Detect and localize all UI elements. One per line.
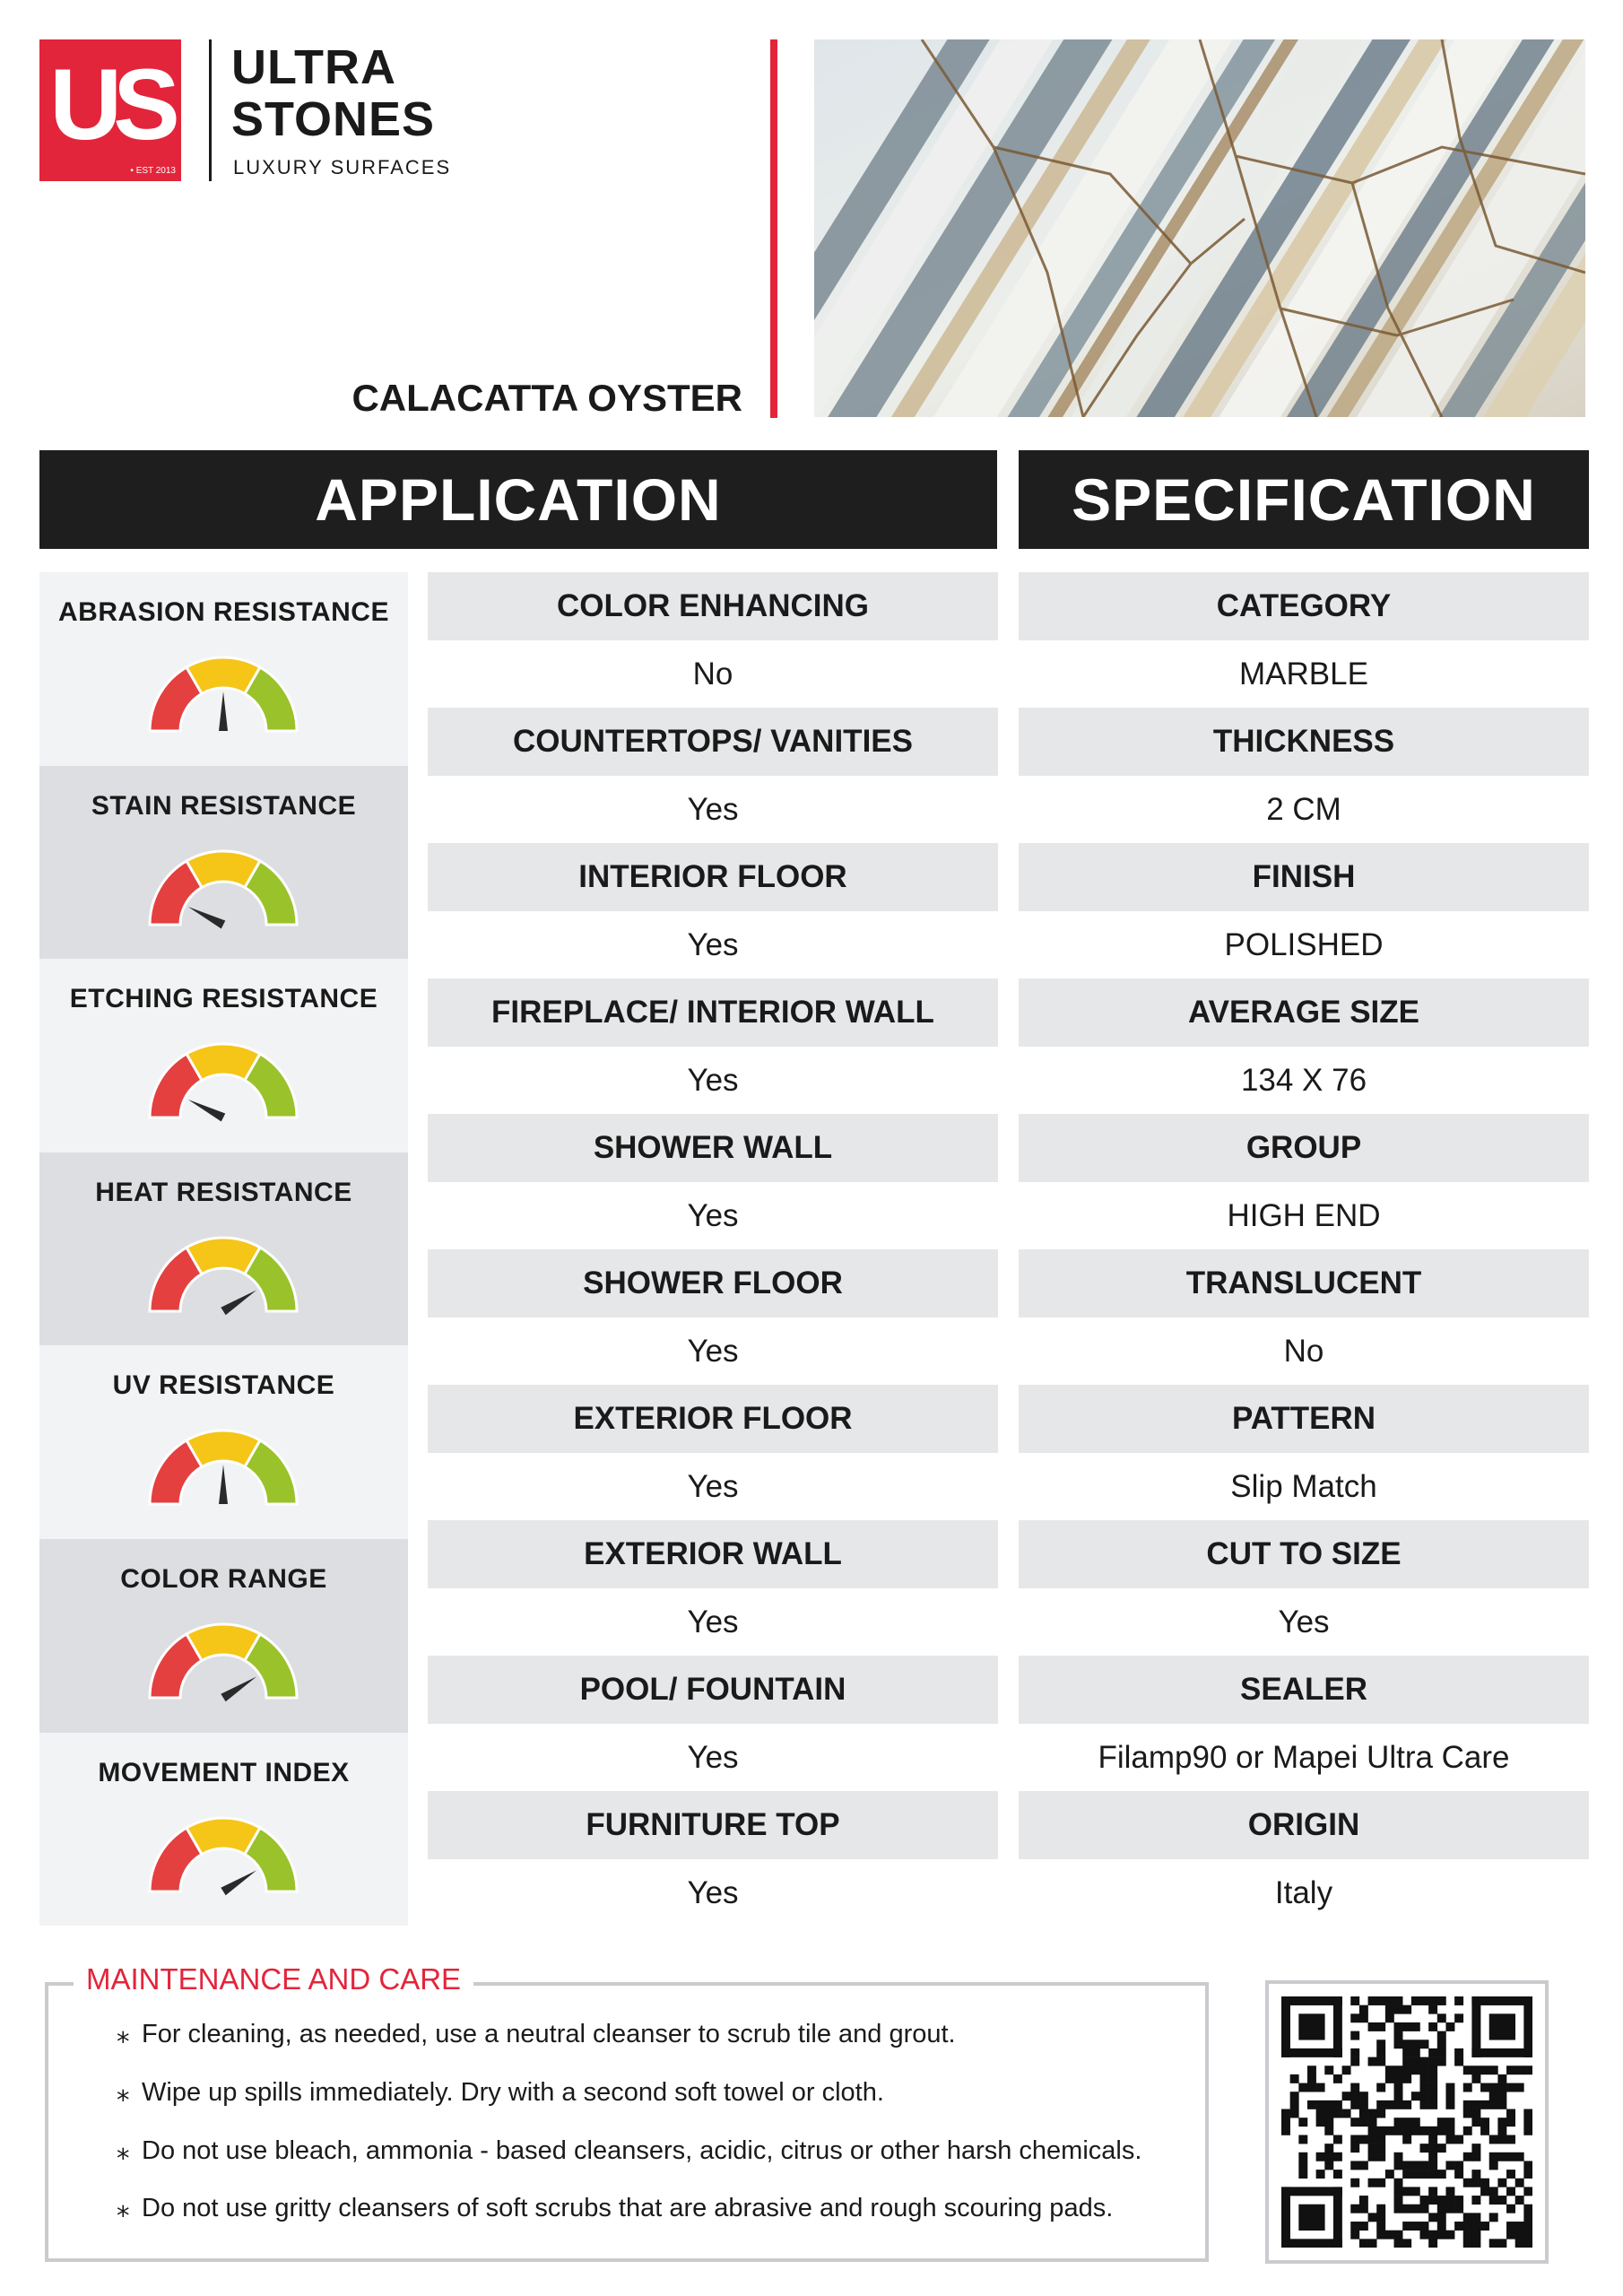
gauge-item (39, 1152, 408, 1346)
gauge-item (39, 959, 408, 1152)
gauge-meter-icon (147, 1041, 299, 1126)
specification-table (1019, 572, 1589, 1926)
specification-row-value: No (1019, 1318, 1589, 1386)
application-row-label: EXTERIOR FLOOR (428, 1385, 998, 1453)
gauge-label: ABRASION RESISTANCE (58, 597, 389, 627)
specification-row-label: CATEGORY (1019, 572, 1589, 640)
gauge-label: STAIN RESISTANCE (91, 790, 357, 821)
gauge-label: MOVEMENT INDEX (98, 1757, 350, 1787)
application-row-value: Yes (428, 1859, 998, 1927)
gauge-meter-icon (147, 1622, 299, 1707)
specification-row-label: TRANSLUCENT (1019, 1249, 1589, 1318)
gauge-meter-icon (147, 1815, 299, 1900)
application-row-label: FURNITURE TOP (428, 1791, 998, 1859)
specification-row-label: THICKNESS (1019, 708, 1589, 776)
gauge-needle (219, 691, 228, 731)
specification-row-value: Slip Match (1019, 1453, 1589, 1521)
application-row-value: No (428, 640, 998, 709)
bullet-icon: ⁎ (117, 2194, 130, 2222)
application-row-label: FIREPLACE/ INTERIOR WALL (428, 978, 998, 1047)
gauge-label: HEAT RESISTANCE (95, 1177, 352, 1207)
gauge-meter-icon (147, 1428, 299, 1513)
specification-header: SPECIFICATION (1019, 450, 1589, 549)
application-row-value: Yes (428, 1318, 998, 1386)
specification-row-value: POLISHED (1019, 911, 1589, 979)
gauge-needle (219, 1465, 228, 1504)
specification-row-label: SEALER (1019, 1656, 1589, 1724)
gauge-needle (188, 1100, 225, 1121)
specification-row-value: MARBLE (1019, 640, 1589, 709)
specification-row-label: ORIGIN (1019, 1791, 1589, 1859)
brand-established: • EST 2013 (130, 166, 176, 176)
gauge-label: UV RESISTANCE (112, 1370, 335, 1401)
specification-row-label: GROUP (1019, 1114, 1589, 1182)
gauge-needle (221, 1870, 256, 1895)
maintenance-item: ⁎ For cleaning, as needed, use a neutral cleanser to scrub tile and grout. (117, 2020, 956, 2048)
brand-tagline: LUXURY SURFACES (233, 156, 452, 178)
specification-row-label: AVERAGE SIZE (1019, 978, 1589, 1047)
logo-divider (209, 39, 212, 181)
application-row-value: Yes (428, 776, 998, 844)
gauge-column (39, 572, 408, 1926)
gauge-item (39, 572, 408, 766)
bullet-icon: ⁎ (117, 2078, 130, 2107)
application-row-value: Yes (428, 1182, 998, 1250)
stone-sample-image (814, 39, 1585, 417)
brand-logo (39, 39, 181, 181)
maintenance-item: ⁎ Wipe up spills immediately. Dry with a second soft towel or cloth. (117, 2078, 884, 2107)
specification-row-label: FINISH (1019, 843, 1589, 911)
bullet-icon: ⁎ (117, 2020, 130, 2048)
application-row-value: Yes (428, 1453, 998, 1521)
maintenance-title: MAINTENANCE AND CARE (74, 1962, 473, 1996)
application-header: APPLICATION (39, 450, 997, 549)
gauge-needle (188, 907, 225, 928)
specification-row-value: Italy (1019, 1859, 1589, 1927)
product-name: CALACATTA OYSTER (352, 377, 742, 419)
application-row-label: INTERIOR FLOOR (428, 843, 998, 911)
maintenance-item: ⁎ Do not use gritty cleansers of soft scrubs that are abrasive and rough scouring pads. (117, 2194, 1114, 2222)
gauge-item (39, 1733, 408, 1926)
specification-row-value: Yes (1019, 1588, 1589, 1657)
accent-rule (770, 39, 777, 418)
gauge-needle (221, 1676, 256, 1701)
specification-row-label: CUT TO SIZE (1019, 1520, 1589, 1588)
application-row-value: Yes (428, 1588, 998, 1657)
brand-name-line2: STONES (231, 92, 436, 146)
application-row-label: SHOWER WALL (428, 1114, 998, 1182)
specification-row-value: 134 X 76 (1019, 1047, 1589, 1115)
maintenance-box (45, 1982, 1209, 2262)
application-row-label: SHOWER FLOOR (428, 1249, 998, 1318)
gauge-label: ETCHING RESISTANCE (69, 984, 378, 1014)
gauge-meter-icon (147, 655, 299, 740)
specification-row-value: HIGH END (1019, 1182, 1589, 1250)
application-row-label: POOL/ FOUNTAIN (428, 1656, 998, 1724)
brand-monogram: US (49, 48, 171, 161)
specification-row-value: 2 CM (1019, 776, 1589, 844)
gauge-meter-icon (147, 848, 299, 934)
gauge-label: COLOR RANGE (120, 1563, 327, 1594)
application-row-value: Yes (428, 1047, 998, 1115)
application-row-label: COLOR ENHANCING (428, 572, 998, 640)
bullet-icon: ⁎ (117, 2136, 130, 2165)
gauge-meter-icon (147, 1235, 299, 1320)
gauge-needle (221, 1290, 256, 1315)
brand-name-line1: ULTRA (231, 40, 396, 94)
application-row-value: Yes (428, 911, 998, 979)
application-row-value: Yes (428, 1724, 998, 1792)
application-row-label: COUNTERTOPS/ VANITIES (428, 708, 998, 776)
gauge-item (39, 1345, 408, 1539)
specification-row-label: PATTERN (1019, 1385, 1589, 1453)
maintenance-item: ⁎ Do not use bleach, ammonia - based cleansers, acidic, citrus or other harsh chemicals. (117, 2136, 1142, 2165)
gauge-item (39, 1539, 408, 1733)
specification-row-value: Filamp90 or Mapei Ultra Care (1019, 1724, 1589, 1792)
gauge-item (39, 766, 408, 960)
application-row-label: EXTERIOR WALL (428, 1520, 998, 1588)
application-table (428, 572, 998, 1926)
qr-code-icon (1265, 1980, 1549, 2264)
